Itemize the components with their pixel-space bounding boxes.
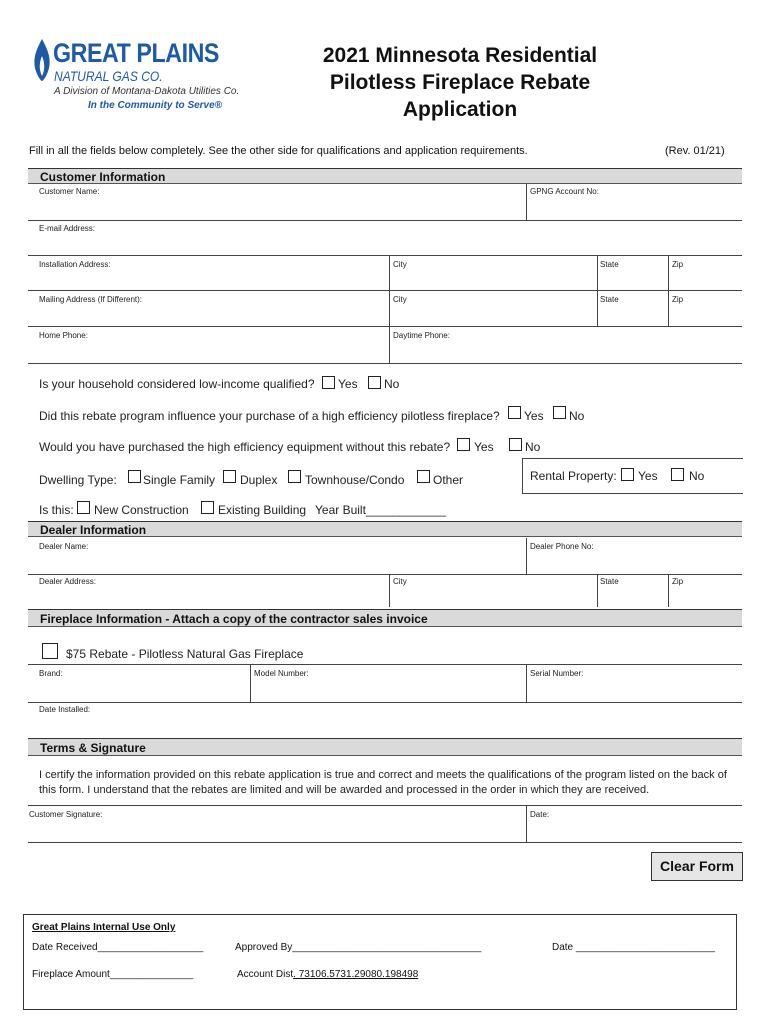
dealer-state-field[interactable]	[598, 575, 668, 607]
mailing-state-label: State	[600, 295, 619, 304]
signature-date-label: Date:	[530, 810, 550, 819]
divider	[28, 842, 742, 843]
influence-question: Did this rebate program influence your purchase of a high efficiency pilotless fireplace?	[39, 409, 500, 423]
rental-no-label: No	[689, 469, 705, 483]
fireplace-section-header: Fireplace Information - Attach a copy of the contractor sales invoice	[28, 609, 742, 627]
influence-yes-checkbox[interactable]	[508, 406, 521, 419]
email-label: E-mail Address:	[39, 224, 96, 233]
home-phone-field[interactable]	[28, 327, 389, 363]
townhouse-label: Townhouse/Condo	[305, 473, 405, 487]
new-construction-label: New Construction	[94, 503, 189, 517]
mailing-zip-field[interactable]	[669, 291, 742, 326]
is-this-label: Is this:	[39, 503, 74, 517]
install-city-label: City	[393, 260, 407, 269]
dealer-name-label: Dealer Name:	[39, 542, 89, 551]
customer-name-field[interactable]	[28, 184, 526, 220]
home-phone-label: Home Phone:	[39, 331, 88, 340]
clear-form-button[interactable]: Clear Form	[651, 852, 743, 881]
dealer-address-field[interactable]	[28, 575, 389, 607]
instructions-text: Fill in all the fields below completely. See the other side for qualifications and application requirements.	[29, 145, 528, 157]
account-number-field[interactable]	[527, 184, 742, 220]
dealer-zip-label: Zip	[672, 577, 684, 586]
duplex-label: Duplex	[240, 473, 278, 487]
install-zip-label: Zip	[672, 260, 684, 269]
dealer-address-label: Dealer Address:	[39, 577, 96, 586]
date-received-field[interactable]: Date Received___________________	[32, 942, 204, 953]
customer-name-label: Customer Name:	[39, 187, 100, 196]
new-construction-checkbox[interactable]	[77, 501, 90, 514]
mailing-address-field[interactable]	[28, 291, 389, 326]
dealer-section-header: Dealer Information	[28, 521, 742, 537]
rental-yes-label: Yes	[638, 469, 658, 483]
flame-icon	[32, 38, 52, 82]
mailing-state-field[interactable]	[598, 291, 668, 326]
other-dwelling-checkbox[interactable]	[417, 470, 430, 483]
daytime-phone-label: Daytime Phone:	[393, 331, 450, 340]
without-rebate-yes-label: Yes	[474, 440, 494, 454]
without-rebate-no-label: No	[525, 440, 541, 454]
low-income-yes-checkbox[interactable]	[322, 376, 335, 389]
account-dist	[237, 969, 418, 980]
rebate-option-label: $75 Rebate - Pilotless Natural Gas Fireplace	[66, 647, 304, 661]
dealer-phone-field[interactable]	[527, 538, 742, 574]
signature-label: Customer Signature:	[29, 810, 103, 819]
daytime-phone-field[interactable]	[390, 327, 742, 363]
logo-subtitle: NATURAL GAS CO.	[54, 68, 163, 84]
brand-label: Brand:	[39, 669, 63, 678]
logo-division: A Division of Montana-Dakota Utilities Co.	[54, 86, 240, 97]
logo-tagline: In the Community to Serve®	[88, 100, 223, 111]
without-rebate-no-checkbox[interactable]	[509, 438, 522, 451]
rebate-checkbox[interactable]	[42, 643, 58, 659]
account-number-label: GPNG Account No:	[530, 187, 599, 196]
rental-property-label: Rental Property:	[530, 469, 617, 483]
without-rebate-question: Would you have purchased the high efficiency equipment without this rebate?	[39, 440, 451, 454]
rental-yes-checkbox[interactable]	[621, 468, 634, 481]
account-dist-value: . 73106.5731.29080.198498	[293, 969, 419, 980]
dealer-phone-label: Dealer Phone No:	[530, 542, 594, 551]
townhouse-checkbox[interactable]	[288, 470, 301, 483]
terms-section-header: Terms & Signature	[28, 738, 742, 756]
install-state-field[interactable]	[598, 256, 668, 290]
install-city-field[interactable]	[390, 256, 597, 290]
year-built-field[interactable]: Year Built____________	[315, 503, 447, 517]
rental-no-checkbox[interactable]	[671, 468, 684, 481]
company-logo	[30, 36, 240, 116]
mailing-city-label: City	[393, 295, 407, 304]
title-line-3: Application	[402, 98, 518, 121]
email-field[interactable]	[28, 221, 742, 255]
dealer-name-field[interactable]	[28, 538, 526, 574]
installation-address-label: Installation Address:	[39, 260, 111, 269]
duplex-checkbox[interactable]	[223, 470, 236, 483]
dwelling-type-label: Dwelling Type:	[39, 473, 117, 487]
date-installed-label: Date Installed:	[39, 705, 91, 714]
low-income-no-checkbox[interactable]	[368, 376, 381, 389]
account-dist-label: Account Dist	[237, 969, 294, 980]
page-title	[270, 42, 650, 123]
internal-use-title: Great Plains Internal Use Only	[32, 922, 176, 933]
serial-number-field[interactable]	[527, 665, 742, 702]
influence-no-label: No	[569, 409, 585, 423]
mailing-city-field[interactable]	[390, 291, 597, 326]
revision-text: (Rev. 01/21)	[665, 145, 725, 157]
dealer-zip-field[interactable]	[669, 575, 742, 607]
install-zip-field[interactable]	[669, 256, 742, 290]
terms-text-line-1: I certify the information provided on this rebate application is true and correct and meets the qualifications of the program listed on the back of	[39, 769, 727, 781]
existing-building-label: Existing Building	[218, 503, 307, 517]
dealer-city-label: City	[393, 577, 407, 586]
single-family-label: Single Family	[143, 473, 216, 487]
title-line-2: Pilotless Fireplace Rebate	[329, 71, 591, 94]
date-installed-field[interactable]	[28, 703, 742, 737]
dealer-state-label: State	[600, 577, 619, 586]
brand-field[interactable]	[28, 665, 250, 702]
influence-yes-label: Yes	[524, 409, 544, 423]
title-line-1: 2021 Minnesota Residential	[322, 44, 598, 67]
influence-no-checkbox[interactable]	[553, 406, 566, 419]
model-number-field[interactable]	[251, 665, 526, 702]
dealer-city-field[interactable]	[390, 575, 597, 607]
install-state-label: State	[600, 260, 619, 269]
internal-date-field[interactable]: Date _________________________	[552, 942, 715, 953]
signature-field[interactable]	[28, 806, 526, 842]
other-dwelling-label: Other	[433, 473, 464, 487]
approved-by-field[interactable]: Approved By__________________________________	[235, 942, 482, 953]
logo-wordmark: GREAT PLAINS	[53, 38, 219, 68]
mailing-address-label: Mailing Address (If Different):	[39, 295, 143, 304]
existing-building-checkbox[interactable]	[201, 501, 214, 514]
divider	[28, 363, 742, 364]
low-income-no-label: No	[384, 377, 400, 391]
customer-section-header: Customer Information	[28, 168, 742, 184]
mailing-zip-label: Zip	[672, 295, 684, 304]
installation-address-field[interactable]	[28, 256, 389, 290]
fireplace-amount-field[interactable]: Fireplace Amount_______________	[32, 969, 194, 980]
low-income-question: Is your household considered low-income qualified?	[39, 377, 315, 391]
without-rebate-yes-checkbox[interactable]	[457, 438, 470, 451]
model-number-label: Model Number:	[254, 669, 309, 678]
low-income-yes-label: Yes	[338, 377, 358, 391]
signature-date-field[interactable]	[527, 806, 742, 842]
terms-text-line-2: this form. I understand that the rebates are limited and will be awarded and processed in the order in which they are received.	[39, 784, 650, 796]
serial-number-label: Serial Number:	[530, 669, 584, 678]
single-family-checkbox[interactable]	[128, 470, 141, 483]
